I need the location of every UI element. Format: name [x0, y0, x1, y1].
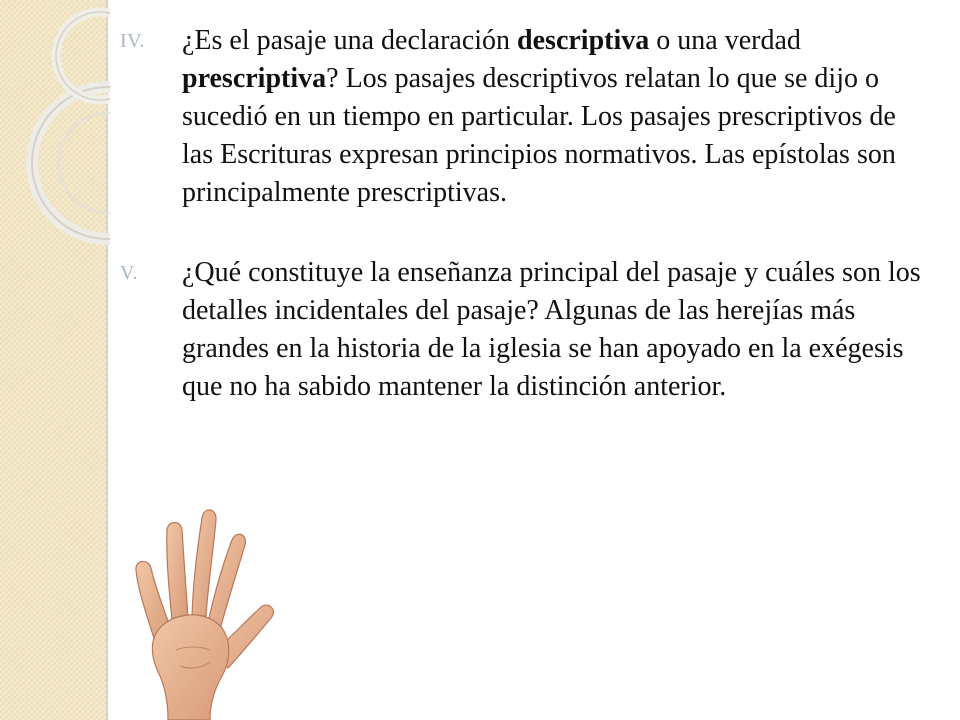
point-intro: ¿Es el pasaje una declaración — [182, 25, 518, 56]
ring-ornament-icon — [0, 0, 110, 300]
raised-hand-icon — [110, 500, 290, 720]
roman-numeral: IV. — [120, 30, 146, 52]
point-text: ¿Qué constituye la enseñanza principal del pasaje y cuáles son los detalles incidentales del pasaje? Algunas de las herejías más grandes en la historia de la iglesia se han apoyado en la exégesis que no ha sabido mantener la distinción anterior. — [182, 257, 921, 402]
term-prescriptive: prescriptiva — [182, 63, 327, 94]
list-item — [120, 254, 930, 406]
point-text — [182, 22, 930, 212]
roman-numeral: V. — [120, 262, 138, 284]
list-item — [120, 22, 930, 212]
point-rest: ? Los pasajes descriptivos relatan lo que se dijo o sucedió en un tiempo en particular. Los pasajes prescriptivos de las Escrituras expresan principios normativos. Las epístolas son principalmente prescriptivas. — [182, 63, 896, 208]
point-joiner: o una verdad — [649, 25, 801, 56]
term-descriptive: descriptiva — [517, 25, 650, 56]
numbered-points-list — [120, 22, 930, 406]
